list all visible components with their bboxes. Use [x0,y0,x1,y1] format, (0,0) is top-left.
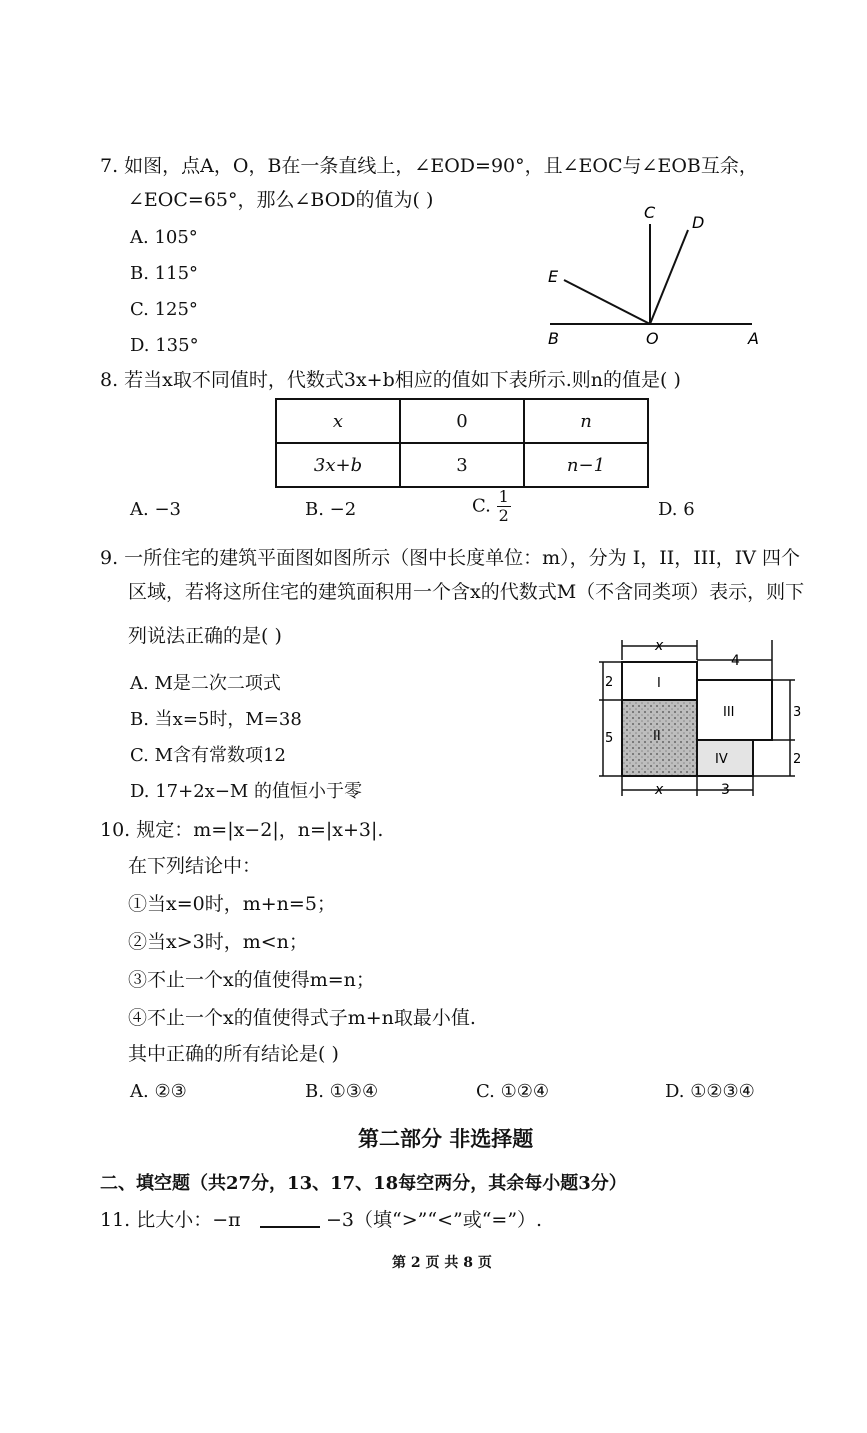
q10-item-1: ①当x=0时，m+n=5； [128,893,336,915]
q9-option-a: A. M是二次二项式 [130,673,281,694]
label-e: E [548,267,559,286]
q8-option-a: A. −3 [130,499,181,520]
fraction-numerator: 1 [498,487,509,506]
dim-top-4: 4 [731,653,740,669]
q8-option-c-fraction [497,488,511,525]
table-cell: n−1 [524,443,648,487]
q7-option-a: A. 105° [130,227,198,248]
q10-option-b: B. ①③④ [305,1081,379,1102]
q10-option-c: C. ①②④ [476,1081,549,1102]
q10-ask: 其中正确的所有结论是( ) [128,1043,339,1065]
region-iv-label: IV [715,752,728,767]
q9-stem-line3: 列说法正确的是( ) [128,625,282,647]
table-cell: 3x+b [276,443,400,487]
q11-prefix: 11. 比大小：−π [100,1209,241,1231]
q11-suffix: −3（填“>”“<”或“=”）. [326,1209,543,1231]
q9-option-c: C. M含有常数项12 [130,745,286,766]
q10-definition: 10. 规定：m=|x−2|，n=|x+3|. [100,819,384,841]
q7-stem-line2: ∠EOC=65°，那么∠BOD的值为( ) [128,189,434,211]
q10-item-3: ③不止一个x的值使得m=n； [128,969,375,991]
dim-left-5: 5 [605,731,614,746]
section-title: 第二部分 非选择题 [358,1126,534,1151]
q8-option-c-prefix: C. [472,495,491,517]
q10-item-4: ④不止一个x的值使得式子m+n取最小值. [128,1007,476,1029]
q11-answer-blank[interactable] [260,1226,320,1228]
q8-value-table [275,398,649,488]
q8-option-b: B. −2 [305,499,357,520]
region-iii-label: III [723,705,735,720]
q9-stem-line2: 区域，若将这所住宅的建筑面积用一个含x的代数式M（不含同类项）表示，则下 [128,581,805,603]
dim-bottom-3: 3 [721,782,730,798]
table-cell: x [276,399,400,443]
q10-item-2: ②当x>3时，m<n； [128,931,308,953]
dim-right-3: 3 [793,705,802,720]
label-d: D [692,213,705,232]
q9-option-b: B. 当x=5时，M=38 [130,709,302,730]
q7-option-c: C. 125° [130,299,198,320]
q7-stem-line1: 7. 如图，点A，O，B在一条直线上，∠EOD=90°，且∠EOC与∠EOB互余， [100,155,758,177]
q7-option-b: B. 115° [130,263,199,284]
q7-option-d: D. 135° [130,335,199,356]
q8-option-c [472,488,511,525]
dim-top-x: x [655,638,664,654]
q9-stem-line1: 9. 一所住宅的建筑平面图如图所示（图中长度单位：m），分为 I，II，III，IV 四个 [100,547,801,569]
label-c: C [644,203,656,222]
dim-bottom-x: x [655,782,664,798]
label-a: A [748,329,759,348]
q7-angle-figure [540,200,770,350]
page-footer: 第 2 页 共 8 页 [392,1255,492,1271]
table-cell: 3 [400,443,524,487]
section-subtitle: 二、填空题（共27分，13、17、18每空两分，其余每小题3分） [100,1173,627,1194]
dim-left-2: 2 [605,675,614,690]
dim-right-2: 2 [793,752,802,767]
q9-floor-plan-figure [595,632,807,802]
label-o: O [646,329,659,348]
region-ii-label: II [653,729,661,744]
fraction-denominator: 2 [498,506,509,525]
table-cell: 0 [400,399,524,443]
q8-option-d: D. 6 [658,499,695,520]
q9-option-d: D. 17+2x−M 的值恒小于零 [130,781,363,802]
table-cell: n [524,399,648,443]
q10-option-d: D. ①②③④ [665,1081,755,1102]
label-b: B [548,329,559,348]
q10-intro: 在下列结论中： [128,855,262,877]
q10-option-a: A. ②③ [130,1081,187,1102]
q8-stem: 8. 若当x取不同值时，代数式3x+b相应的值如下表所示.则n的值是( ) [100,369,681,391]
region-i-label: I [657,676,661,691]
